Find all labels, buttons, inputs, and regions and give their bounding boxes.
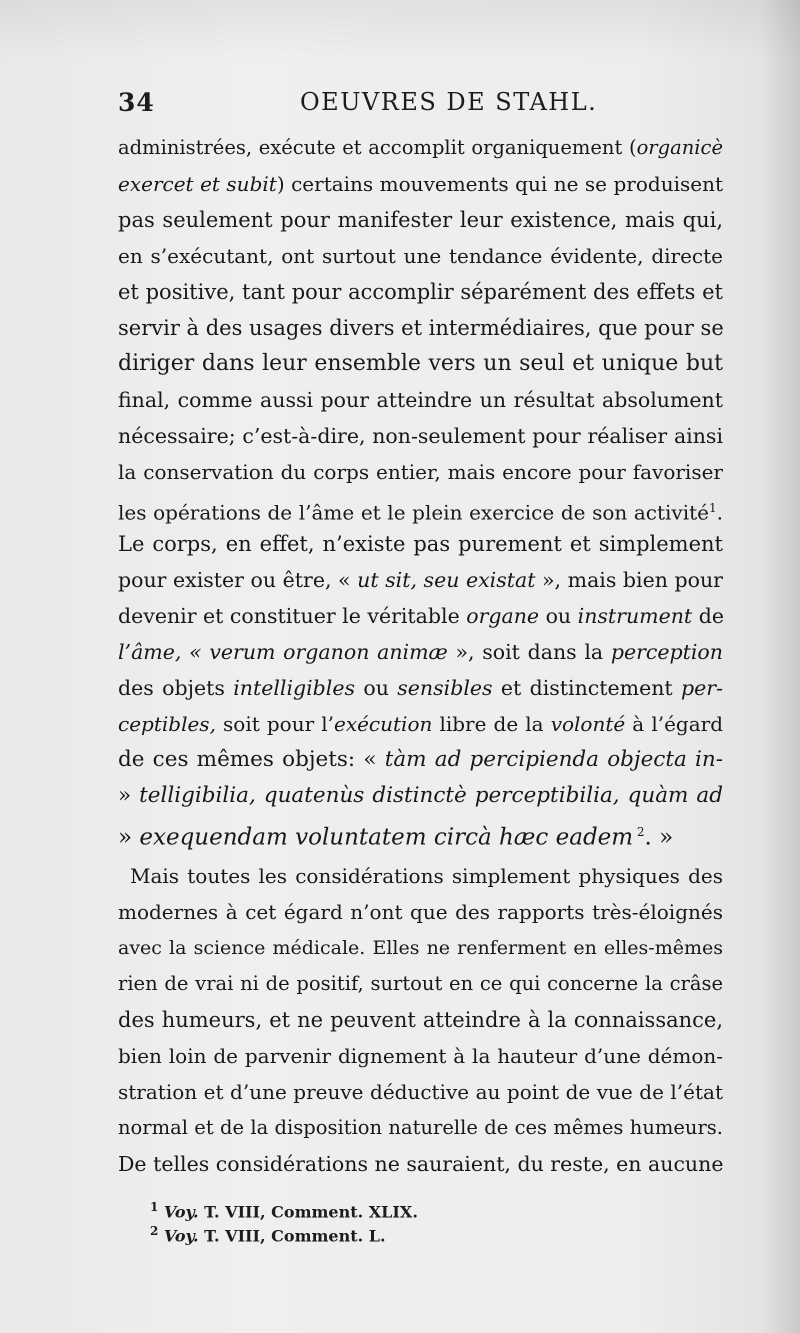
text-line: » telligibilia, quatenùs distinctè perceptibilia, quàm ad: [118, 783, 723, 808]
text-line: des objets intelligibles ou sensibles et distinctement per-: [118, 676, 723, 700]
text-line: diriger dans leur ensemble vers un seul et unique but: [118, 351, 723, 376]
text-line: administrées, exécute et accomplit organiquement (organicè: [118, 136, 723, 159]
text-line: la conservation du corps entier, mais encore pour favoriser: [118, 460, 723, 484]
text-line: exercet et subit) certains mouvements qui ne se produisent: [118, 172, 723, 196]
text-line: pour exister ou être, « ut sit, seu existat », mais bien pour: [118, 568, 723, 592]
text-line: De telles considérations ne sauraient, du reste, en aucune: [118, 1152, 724, 1176]
running-title: OEUVRES DE STAHL.: [300, 88, 598, 116]
text-line: nécessaire; c’est-à-dire, non-seulement pour réaliser ainsi: [118, 424, 723, 448]
footnote: $^1$ Voy. T. VIII, Comment. XLIX.: [150, 1200, 418, 1222]
page-number: 34: [118, 88, 155, 117]
text-line: l’âme, « verum organon animæ », soit dans la perception: [118, 640, 723, 664]
text-line: bien loin de parvenir dignement à la hauteur d’une démon-: [118, 1044, 723, 1068]
text-line: servir à des usages divers et intermédiaires, que pour se: [118, 316, 724, 340]
text-line: ceptibles, soit pour l’exécution libre de la volonté à l’égard: [118, 712, 723, 736]
text-line: des humeurs, et ne peuvent atteindre à la connaissance,: [118, 1008, 723, 1032]
text-line: final, comme aussi pour atteindre un résultat absolument: [118, 388, 723, 412]
text-line: rien de vrai ni de positif, surtout en ce qui concerne la crâse: [118, 972, 723, 995]
footnote: $^2$ Voy. T. VIII, Comment. L.: [150, 1224, 386, 1246]
text-line: de ces mêmes objets: « tàm ad percipienda objecta in-: [118, 747, 723, 772]
text-line: » exequendam voluntatem circà hæc eadem $^2$. »: [118, 824, 674, 851]
footnote-ref: 2: [633, 825, 645, 839]
text-line: Mais toutes les considérations simplement physiques des: [130, 864, 723, 888]
text-line: Le corps, en effet, n’existe pas purement et simplement: [118, 532, 723, 556]
text-line: en s’exécutant, ont surtout une tendance évidente, directe: [118, 244, 723, 268]
text-line: normal et de la disposition naturelle de ces mêmes humeurs.: [118, 1116, 723, 1139]
text-line: modernes à cet égard n’ont que des rapports très-éloignés: [118, 900, 723, 924]
text-line: stration et d’une preuve déductive au point de vue de l’état: [118, 1080, 723, 1104]
text-line: pas seulement pour manifester leur existence, mais qui,: [118, 208, 723, 232]
text-line: avec la science médicale. Elles ne renferment en elles-mêmes: [118, 937, 723, 959]
text-line: et positive, tant pour accomplir séparément des effets et: [118, 280, 723, 304]
text-line: les opérations de l’âme et le plein exercice de son activité$^1$.: [118, 500, 723, 525]
text-line: devenir et constituer le véritable organe ou instrument de: [118, 604, 724, 628]
footnote-ref: 1: [709, 501, 717, 515]
